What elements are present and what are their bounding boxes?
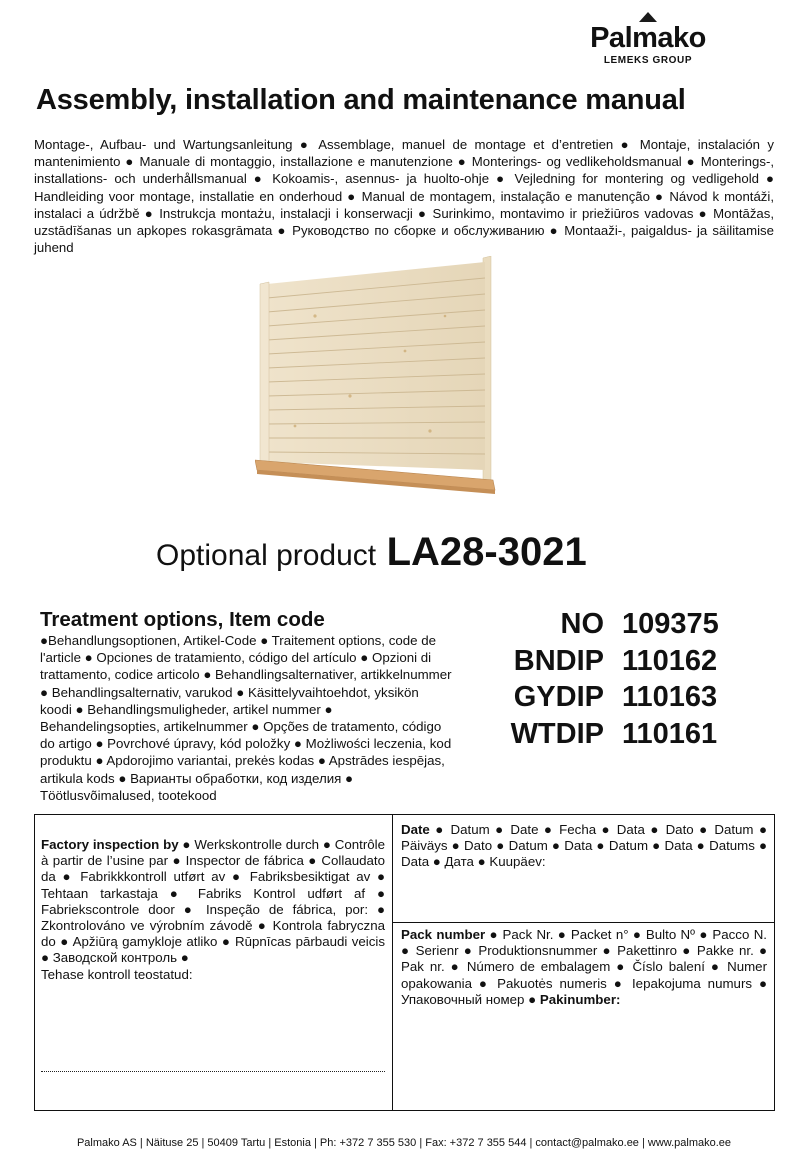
date-label: Date xyxy=(401,822,430,837)
pack-number-tail: Pakinumber: xyxy=(539,991,621,1007)
pack-number-translations: ● Pack Nr. ● Packet n° ● Bulto Nº ● Pacco N. ● Serienr ● Produktionsnummer ● Pakettinro ● Pakke nr. ● Pak nr. ● Número de embalagem ● Číslo balení ● Numer opakowania ● Pakuotės numeris ● Iepakojuma numurs ● Упаковочный номер ● xyxy=(401,927,767,1007)
factory-inspection-cell xyxy=(41,837,385,983)
brand-logo xyxy=(566,12,730,70)
treatment-code-list xyxy=(470,606,726,752)
treatment-abbr: BNDIP xyxy=(513,644,604,677)
factory-inspection-label: Factory inspection by xyxy=(41,837,179,852)
optional-product xyxy=(156,530,587,575)
signature-line[interactable] xyxy=(41,1061,385,1072)
item-code: 110161 xyxy=(622,717,718,750)
inspection-table xyxy=(34,814,775,1111)
treatment-abbr: NO xyxy=(560,608,604,640)
treatment-abbr: WTDIP xyxy=(510,717,604,750)
item-code: 110163 xyxy=(622,681,718,713)
optional-product-label: Optional product xyxy=(156,539,377,572)
treatment-translations: ●Behandlungsoptionen, Artikel-Code ● Traitement options, code de l'article ● Opciones de tratamiento, código del artículo ● Opzioni di trattamento, codice articolo ● Behandlingsalternativer, artikkelnummer ● Behandlingsalternativ, varukod ● Käsittelyvaihtoehdot, yksikön koodi ● Behandlingsmuligheder, artikel nummer ● Behandelingsopties, artikelnummer ● Opções de tratamento, código do artigo ● Povrchové úpravy, kód položky ● Możliwości leczenia, kod produktu ● Apdorojimo variantai, prekės kodas ● Apstrādes iespējas, artikula kods ● Варианты обработки, код изделия ● Töötlusvõimalused, tootekood xyxy=(40,633,452,803)
product-code: LA28-3021 xyxy=(386,530,587,574)
pack-number-cell xyxy=(401,927,767,1008)
brand-name: Palmako xyxy=(590,22,706,54)
table-divider xyxy=(392,815,393,1110)
treatment-code-row xyxy=(470,716,726,753)
treatment-title: Treatment options, Item code xyxy=(40,608,325,631)
product-image xyxy=(255,256,505,500)
treatment-abbr: GYDIP xyxy=(513,681,604,713)
factory-inspection-translations: ● Werkskontrolle durch ● Contrôle à partir de l’usine par ● Inspector de fábrica ● Collaudato da ● Fabrikkkontroll utført av ● Fabriksbesiktigat av ● Tehtaan tarkastaja ● Fabriks Kontrol udført af ● Fabriekscontrole door ● Inspeção de fábrica, por: ● Zkontrolováno ve výrobním závodě ● Kontrola fabryczna do ● Apžiūrą gamykloje atliko ● Rūpnīcas pārbaudi veicis ● Заводской контроль ● xyxy=(41,837,386,966)
table-divider xyxy=(392,922,774,923)
treatment-code-row xyxy=(470,643,726,680)
logo-roof-icon xyxy=(639,12,657,22)
treatment-code-row xyxy=(470,606,726,643)
item-code: 110162 xyxy=(622,644,718,677)
factory-inspection-tail: Tehase kontroll teostatud: xyxy=(41,966,193,982)
date-cell xyxy=(401,822,767,871)
pack-number-label: Pack number xyxy=(401,927,486,942)
brand-group: LEMEKS GROUP xyxy=(603,55,693,66)
item-code: 109375 xyxy=(622,608,719,640)
footer-contact: Palmako AS | Näituse 25 | 50409 Tartu | Estonia | Ph: +372 7 355 530 | Fax: +372 7 355 544 | contact@palmako.ee | www.palmako.ee xyxy=(76,1137,732,1149)
treatment-code-row xyxy=(470,679,726,716)
title-translations: Montage-, Aufbau- und Wartungsanleitung ● Assemblage, manuel de montage et d’entretien ● Montaje, instalación y mantenimiento ● Manuale di montaggio, installazione e manutenzione ● Monterings- og vedlikeholdsmanual ● Monterings-, installations- och underhållsmanual ● Kokoamis-, asennus- ja huolto-ohje ● Vejledning for montering og vedligehold ● Handleiding voor montage, installatie en onderhoud ● Manual de montagem, instalação e manutenção ● Návod k montáži, instalaci a údržbě ● Instrukcja montażu, instalacji i konserwacji ● Surinkimo, montavimo ir priežiūros vadovas ● Montāžas, uzstādīšanas un apkopes rokasgrāmata ● Руководство по сборке и обслуживанию ● Montaaži-, paigaldus- ja säilitamise juhend xyxy=(34,137,774,256)
date-translations: ● Datum ● Date ● Fecha ● Data ● Dato ● Datum ● Päiväys ● Dato ● Datum ● Data ● Datum ● Data ● Datums ● Data ● Дата ● Kuupäev: xyxy=(401,822,767,870)
page-title: Assembly, installation and maintenance manual xyxy=(36,84,686,116)
